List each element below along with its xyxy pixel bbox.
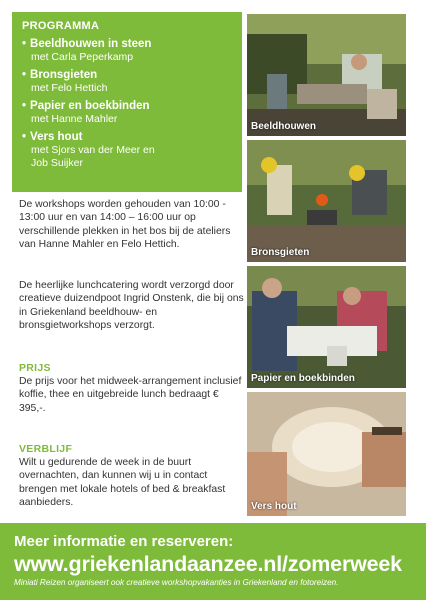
programme-item xyxy=(22,99,237,126)
programme-item-teacher: met Hanne Mahler xyxy=(31,113,118,125)
programme-title: PROGRAMMA xyxy=(22,20,100,32)
intro-paragraph-1: De workshops worden gehouden van 10:00 - 13:00 uur en van 14:00 – 16:00 uur op verschillende plekken in het bos bij de ateliers van Hanne Mahler en Felo Hettich. xyxy=(19,199,231,251)
photo-caption: Beeldhouwen xyxy=(251,121,317,132)
photo-caption: Papier en boekbinden xyxy=(251,373,355,384)
programme-item-teacher: met Felo Hettich xyxy=(31,82,108,94)
programme-item-name: • Beeldhouwen in steen xyxy=(22,37,237,51)
stay-text: Wilt u gedurende de week in de buurt overnachten, dan kunnen wij u in contact brengen met lokale hotels of bed & breakfast aanbieders. xyxy=(19,457,226,509)
footer-note: Miniati Reizen organiseert ook creatieve workshopvakanties in Griekenland en fotoreizen. xyxy=(14,578,339,587)
programme-item xyxy=(22,68,237,95)
photo-bronsgieten-image xyxy=(247,140,406,262)
programme-item-name: • Bronsgieten xyxy=(22,68,237,82)
photo-vers-hout xyxy=(247,392,406,516)
programme-list xyxy=(22,37,237,174)
photo-papier-image xyxy=(247,266,406,388)
footer-url-link[interactable]: www.griekenlandaanzee.nl/zomerweek xyxy=(14,552,402,576)
photo-caption: Vers hout xyxy=(251,501,297,512)
footer-cta: Meer informatie en reserveren: xyxy=(14,533,234,550)
programme-item xyxy=(22,37,237,64)
photo-bronsgieten xyxy=(247,140,406,262)
photo-beeldhouwen xyxy=(247,14,406,136)
programme-item xyxy=(22,130,237,170)
programme-item-teacher: met Sjors van der Meer en xyxy=(31,144,155,156)
photo-caption: Bronsgieten xyxy=(251,247,310,258)
price-text: De prijs voor het midweek-arrangement inclusief koffie, thee en uitgebreide lunch bedraagt € 395,-. xyxy=(19,376,242,414)
programme-item-teacher-2: Job Suijker xyxy=(31,157,83,169)
programme-box xyxy=(12,12,242,192)
price-label: PRIJS xyxy=(19,362,51,374)
photo-beeldhouwen-image xyxy=(247,14,406,136)
footer xyxy=(0,523,426,600)
photo-papier-en-boekbinden xyxy=(247,266,406,388)
programme-item-name: • Vers hout xyxy=(22,130,237,144)
programme-item-teacher: met Carla Peperkamp xyxy=(31,51,134,63)
intro-paragraph-2: De heerlijke lunchcatering wordt verzorgd door creatieve duizendpoot Ingrid Onstenk, die bij ons in Griekenland beeldhouw- en bronsgietworkshops verzorgt. xyxy=(19,280,244,332)
programme-item-name: • Papier en boekbinden xyxy=(22,99,237,113)
stay-label: VERBLIJF xyxy=(19,443,73,455)
photo-vers-hout-image xyxy=(247,392,406,516)
